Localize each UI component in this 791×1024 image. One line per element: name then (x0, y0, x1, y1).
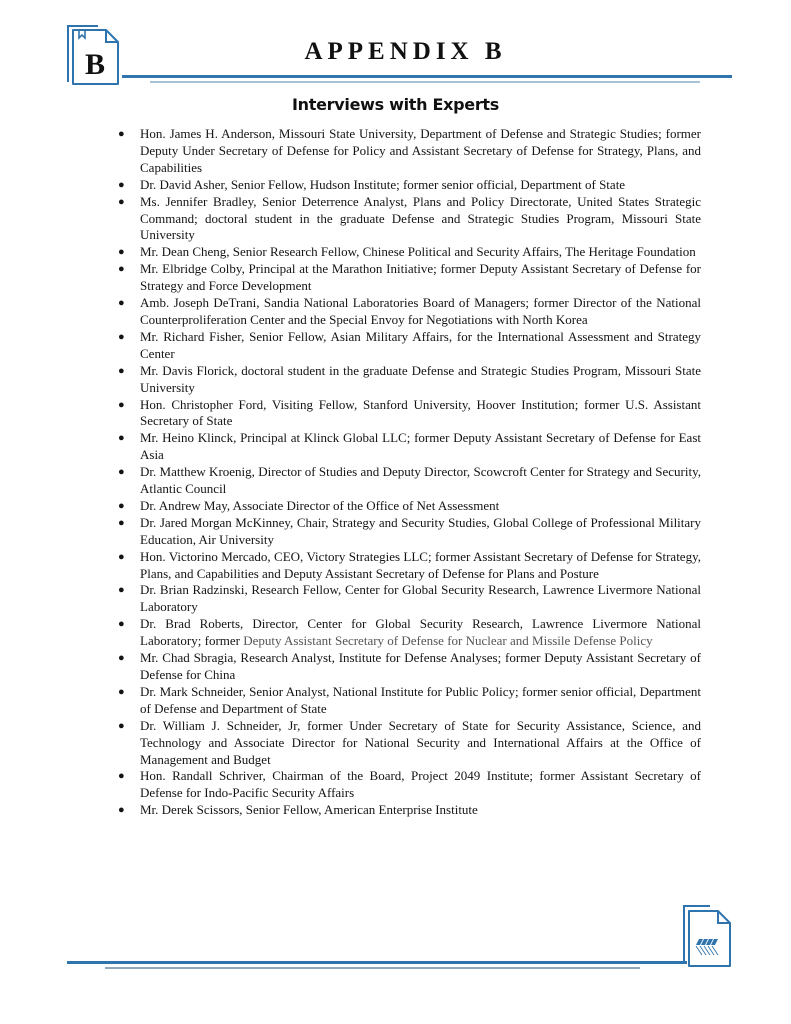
bullet-icon: ● (118, 246, 125, 259)
expert-entry-text: Dr. Jared Morgan McKinney, Chair, Strategy and Security Studies, Global College of Professional Military Education, Air University (140, 514, 701, 547)
expert-entry-text: Dr. Brad Roberts, Director, Center for Global Security Research, Lawrence Livermore National Laboratory; former (140, 616, 701, 649)
list-item (116, 194, 701, 245)
header-rule (122, 75, 732, 78)
header-rule-secondary (150, 81, 700, 83)
bullet-icon: ● (118, 432, 125, 445)
expert-entry-text: Mr. Derek Scissors, Senior Fellow, American Enterprise Institute (140, 802, 478, 818)
expert-entry-text: Dr. David Asher, Senior Fellow, Hudson Institute; former senior official, Department of State (140, 176, 626, 192)
list-item (116, 616, 701, 650)
list-item (116, 430, 701, 464)
list-item (116, 363, 701, 397)
expert-entry-text-grey: Deputy Assistant Secretary of Defense for Nuclear and Missile Defense Policy (243, 633, 653, 649)
expert-entry-text: Hon. James H. Anderson, Missouri State University, Department of Defense and Strategic Studies; former Deputy Under Secretary of Defense for Policy and Assistant Secretary of Defense for Strategy, Plans, and Capabilities (140, 126, 701, 175)
list-item (116, 582, 701, 616)
list-item (116, 261, 701, 295)
expert-entry-text: Mr. Dean Cheng, Senior Research Fellow, Chinese Political and Security Affairs, The Heritage Foundation (140, 244, 696, 260)
list-item (116, 464, 701, 498)
bullet-icon: ● (118, 584, 125, 597)
bullet-icon: ● (118, 128, 125, 140)
badge-letter: B (84, 48, 106, 81)
expert-entry-text: Mr. Elbridge Colby, Principal at the Marathon Initiative; former Deputy Assistant Secretary of Defense for Strategy and Force Development (140, 261, 701, 294)
footer-rule-secondary (105, 967, 640, 969)
expert-entry-text: Hon. Victorino Mercado, CEO, Victory Strategies LLC; former Assistant Secretary of Defense for Strategy, Plans, and Capabilities and Deputy Assistant Secretary of Defense for Plans and Posture (140, 548, 701, 581)
expert-entry-text: Mr. Richard Fisher, Senior Fellow, Asian Military Affairs, for the International Assessment and Strategy Center (140, 328, 701, 361)
list-item (116, 802, 701, 819)
list-item (116, 650, 701, 684)
expert-entry-text: Mr. Chad Sbragia, Research Analyst, Institute for Defense Analyses; former Deputy Assistant Secretary of Defense for China (140, 650, 701, 682)
expert-entry-text: Hon. Christopher Ford, Visiting Fellow, Stanford University, Hoover Institution; former U.S. Assistant Secretary of State (140, 396, 701, 429)
bullet-icon: ● (118, 770, 125, 783)
section-title: Interviews with Experts (292, 95, 499, 114)
expert-entry-text: Mr. Heino Klinck, Principal at Klinck Global LLC; former Deputy Assistant Secretary of Defense for East Asia (140, 430, 701, 463)
expert-entry-text: Ms. Jennifer Bradley, Senior Deterrence Analyst, Plans and Policy Directorate, United States Strategic Command; doctoral student in the graduate Defense and Strategic Studies Program, Missouri State University (140, 193, 701, 243)
expert-entry-text: Amb. Joseph DeTrani, Sandia National Laboratories Board of Managers; former Director of the National Counterproliferation Center and the Special Envoy for Negotiations with North Korea (140, 295, 701, 327)
bullet-icon: ● (118, 804, 125, 817)
bullet-icon: ● (118, 516, 125, 529)
expert-list (116, 126, 701, 819)
bullet-icon: ● (118, 330, 125, 343)
expert-entry-text: Mr. Davis Florick, doctoral student in the graduate Defense and Strategic Studies Program, Missouri State University (140, 362, 701, 395)
list-item (116, 684, 701, 718)
bullet-icon: ● (118, 263, 125, 276)
bullet-icon: ● (118, 178, 125, 191)
bullet-icon: ● (118, 195, 125, 208)
expert-entry-text: Dr. Brian Radzinski, Research Fellow, Center for Global Security Research, Lawrence Livermore National Laboratory (140, 582, 701, 615)
bullet-icon: ● (118, 297, 125, 310)
bullet-icon: ● (118, 466, 125, 479)
footer-rule (67, 961, 687, 964)
bullet-icon: ● (118, 719, 125, 732)
expert-entry-text: Dr. Matthew Kroenig, Director of Studies and Deputy Director, Scowcroft Center for Strategy and Security, Atlantic Council (140, 464, 701, 497)
list-item (116, 177, 701, 194)
list-item (116, 329, 701, 363)
list-item (116, 244, 701, 261)
list-item (116, 126, 701, 177)
institute-logo-document-icon (680, 903, 736, 969)
expert-entry-text: Hon. Randall Schriver, Chairman of the Board, Project 2049 Institute; former Assistant Secretary of Defense for Indo-Pacific Security Affairs (140, 768, 701, 801)
appendix-title: APPENDIX B (304, 38, 507, 65)
bullet-icon: ● (118, 652, 125, 665)
expert-entry-text: Dr. William J. Schneider, Jr, former Under Secretary of State for Security Assistance, Science, and Technology and Associate Director for National Security and International Affairs at the Office of Management and Budget (140, 717, 701, 767)
bullet-icon: ● (118, 685, 125, 698)
bullet-icon: ● (118, 618, 125, 631)
list-item (116, 718, 701, 769)
bullet-icon: ● (118, 550, 125, 563)
list-item (116, 768, 701, 802)
expert-entry-text: Dr. Andrew May, Associate Director of the Office of Net Assessment (140, 497, 500, 513)
bullet-icon: ● (118, 398, 125, 411)
list-item (116, 515, 701, 549)
list-item (116, 295, 701, 329)
bullet-icon: ● (118, 364, 125, 377)
list-item (116, 498, 701, 515)
expert-entry-text: Dr. Mark Schneider, Senior Analyst, National Institute for Public Policy; former senior official, Department of Defense and Department of State (140, 683, 701, 716)
bullet-icon: ● (118, 499, 125, 512)
list-item (116, 397, 701, 431)
list-item (116, 549, 701, 583)
